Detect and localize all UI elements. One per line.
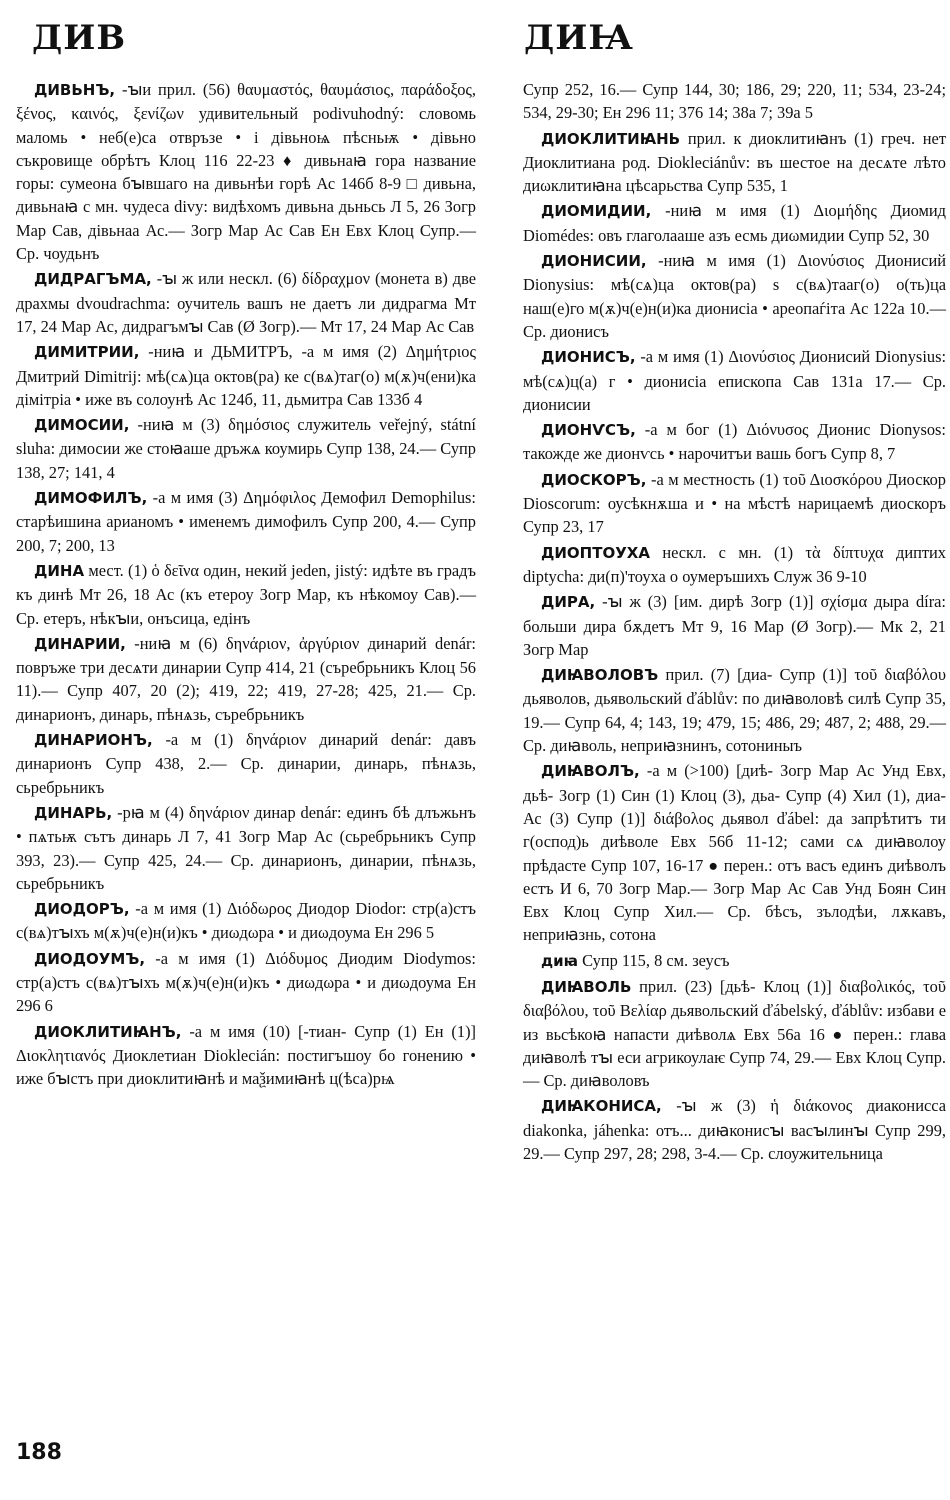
entry-body: -а м бог (1) Διόνυσος Дионис Dionysos: такожде же дионѵсь • нарочитъи вашь богъ Супр 8, 7 bbox=[523, 420, 946, 464]
entry-headword: ДИОДОРЪ, bbox=[34, 900, 130, 919]
dictionary-entry bbox=[16, 340, 476, 411]
entry-body: -ниꙗ м имя (1) Διονύσιος Дионисий Dionysius: мѣ(сѧ)ца октов(ра) ѕ с(вѧ)тааг(о) о(ть)ца наш(е)го м(ѫ)ч(е)н(и)ка дионисіа • ареопаѓіта Ас 122а 10.— Ср. дионисъ bbox=[523, 251, 946, 341]
right-column bbox=[523, 78, 946, 1167]
entry-headword: ДИОНИСИИ, bbox=[541, 252, 647, 271]
entry-headword: ДИꙖВОЛОВЪ bbox=[541, 666, 659, 685]
dictionary-entry bbox=[16, 486, 476, 557]
dictionary-entry bbox=[523, 541, 946, 589]
entry-headword: ДИОНѴСЪ, bbox=[541, 421, 636, 440]
dictionary-entry bbox=[523, 949, 946, 973]
entry-headword: ДИОПТОУХА bbox=[541, 543, 650, 562]
entry-body: -а м имя (1) Διόδωρος Диодор Diodor: стр(а)стъ с(вѧ)тꙑхъ м(ѫ)ч(е)н(и)къ • диωдωра • и диωдоума Ен 296 5 bbox=[16, 899, 476, 943]
running-head-left: ДИВ bbox=[32, 18, 127, 58]
entry-headword: ДИМОСИИ, bbox=[34, 416, 130, 435]
dictionary-entry bbox=[16, 632, 476, 726]
dictionary-entry bbox=[523, 345, 946, 416]
entry-headword: ДИОКЛИТИꙖНЪ, bbox=[34, 1022, 182, 1041]
running-head-right: ДИꙖ bbox=[524, 18, 634, 58]
dictionary-entry bbox=[523, 663, 946, 757]
entry-body: -ꙑ ж (3) ἡ διάκονος диаконисса diakonka, jáhenka: отъ... диꙗконисꙑ васꙑлинꙑ Супр 299, 29.— Супр 297, 28; 298, 3-4.— Ср. слоужительница bbox=[523, 1096, 946, 1164]
dictionary-entry bbox=[523, 468, 946, 539]
dictionary-entry bbox=[16, 947, 476, 1018]
dictionary-entry bbox=[16, 728, 476, 799]
entry-headword: ДИНАРИОНЪ, bbox=[34, 731, 153, 750]
dictionary-entry bbox=[523, 78, 946, 125]
entry-headword: ДИꙖВОЛЬ bbox=[541, 977, 632, 996]
dictionary-entry bbox=[523, 590, 946, 661]
entry-body: нескл. с мн. (1) τὰ δίπτυχα диптих diptycha: ди(п)'тоуха о оумеръшихъ Служ 36 9-10 bbox=[523, 542, 946, 586]
entry-body: -а м имя (1) Διονύσιος Дионисий Dionysius: мѣ(сѧ)ц(а) г • дионисіа епископа Сав 131а 17.— Ср. дионисии bbox=[523, 347, 946, 414]
entry-headword: ДИОНИСЪ, bbox=[541, 348, 636, 367]
entry-body: -ꙑи прил. (56) θαυμαστός, θαυμάσιος, παράδοξος, ξένος, καινός, ξενίζων удивительный podivuhodný: словомь маломь • неб(е)са отвръзе • і дівьноѩ пѣсньѭ • дівьно съкровище обрѣтъ Клоц 116 22-23 ♦ дивьнаꙗ гора название горы: сумеона бꙑвшаго на дивьнѣи горѣ Ас 146б 8-9 □ дивьна, дивьнаꙗ с мн. чудеса divy: видѣхомъ дивьна дьньсь Л 5, 26 Зогр Мар Сав, дівьнаа Ас.— Зогр Мар Ас Сав Ен Евх Клоц Супр.— Ср. чоудьнъ bbox=[16, 80, 476, 264]
entry-body: прил. (23) [дьѣ- Клоц (1)] διαβολικός, τοῦ διαβόλου, τοῦ Βελίαρ дьявольский ďábelský, ďáblův: избави е из вьсѣкоꙗ напасти диѣволѧ Евх 56а 16 ● перен.: глава диꙗволѣ тꙑ еси агрикоулаѥ Супр 74, 29.— Евх Клоц Супр.— Ср. диꙗволовъ bbox=[523, 976, 946, 1091]
dictionary-entry bbox=[16, 897, 476, 945]
dictionary-entry bbox=[523, 127, 946, 198]
dictionary-entry bbox=[523, 975, 946, 1092]
entry-headword: ДИНАРЬ, bbox=[34, 803, 113, 822]
dictionary-entry bbox=[523, 1094, 946, 1165]
entry-headword: ДИДРАГЪМА, bbox=[34, 270, 152, 289]
entry-headword: ДИМИТРИИ, bbox=[34, 343, 140, 362]
dictionary-entry bbox=[16, 267, 476, 338]
entry-body: -а м (1) δηνάριον динарий denár: давъ динарионъ Супр 438, 2.— Ср. динарии, динарь, пѣнѧзь, сьребрьникъ bbox=[16, 730, 476, 797]
entry-body: -а м имя (10) [-тиан- Супр (1) Ен (1)] Διοκλητιανός Диоклетиан Dioklecián: постигъшоу бо гонению • иже бꙑстъ при диоклитиꙗнѣ и маѯимиꙗнѣ ц(ѣса)рѩ bbox=[16, 1021, 476, 1089]
entry-body: -а м имя (3) Δημόφιλος Демофил Demophilus: старѣишина арианомъ • именемъ димофилъ Супр 200, 4.— Супр 200, 7; 200, 13 bbox=[16, 488, 476, 555]
page-number: 188 bbox=[16, 1440, 62, 1465]
entry-body: Супр 115, 8 см. зеусъ bbox=[578, 950, 730, 970]
entry-headword: ДИОКЛИТИꙖНЬ bbox=[541, 129, 681, 148]
entry-headword: ДИРА, bbox=[541, 593, 596, 612]
dictionary-entry bbox=[16, 559, 476, 630]
entry-body: прил. к диоклитиꙗнъ (1) греч. нет Диоклитиана род. Diokleciánův: въ шестое на десѧте лѣто диωклитиꙗна цѣсарьства Супр 535, 1 bbox=[523, 128, 946, 196]
dictionary-entry bbox=[523, 759, 946, 946]
entry-body: -ниꙗ и ДЬМИТРЪ, -а м имя (2) Δημήτριος Дмитрий Dimitrij: мѣ(сѧ)ца октов(ра) ке с(вѧ)таг(о) м(ѫ)ч(ени)ка дімітрiа • иже въ солоунѣ Ас 124б, 11, дьмитра Сав 133б 4 bbox=[16, 342, 476, 409]
entry-headword: ДИНАРИИ, bbox=[34, 634, 126, 653]
entry-headword: ДИМОФИЛЪ, bbox=[34, 489, 148, 508]
entry-body: -ниꙗ м (6) δηνάριον, ἀργύριον динарий denár: повръже три десѧти динарии Супр 414, 21 (съребрьникъ Клоц 56 11).— Супр 407, 20 (2); 419, 22; 419, 27-28; 425, 21.— Ср. динарионъ, динарь, пѣнѧзь, съребрьникъ bbox=[16, 633, 476, 724]
entry-headword: диꙗ bbox=[541, 951, 579, 970]
left-column bbox=[16, 78, 476, 1092]
entry-body: -а м имя (1) Διόδυμος Диодим Diodymos: стр(а)стъ с(вѧ)тꙑхъ м(ѫ)ч(е)н(и)къ • диωдωра • и диωдоума Ен 296 6 bbox=[16, 948, 476, 1016]
dictionary-entry bbox=[523, 249, 946, 343]
entry-headword: ДИꙖВОЛЪ, bbox=[541, 762, 640, 781]
entry-headword: ДИНА bbox=[34, 561, 85, 580]
entry-headword: ДИꙖКОНИСА, bbox=[541, 1097, 662, 1116]
entry-body: -а м (>100) [диѣ- Зогр Мар Ас Унд Евх, дьѣ- Зогр (1) Син (1) Клоц (3), дьа- Супр (4) Хил (1), диа- Ас (3) Супр (1)] διάβολος дьявол ďábel: да запрѣтитъ ти г(оспод)ь диѣволе Евх 56б 11-12; сами сѧ диꙗволоу прѣдасте Супр 107, 16-17 ● перен.: отъ васъ единъ диѣволъ естъ И 6, 70 Зогр Мар.— Зогр Мар Ас Сав Унд Боян Син Евх Клоц Супр Хил.— Ср. бѣсъ, зълодѣи, лѫкавъ, неприꙗзнь, сотона bbox=[523, 761, 946, 945]
entry-headword: ДИВЬНЪ, bbox=[34, 81, 116, 99]
entry-body: Супр 252, 16.— Супр 144, 30; 186, 29; 220, 11; 534, 23-24; 534, 29-30; Ен 296 11; 376 14; 38а 7; 39а 5 bbox=[523, 80, 946, 123]
dictionary-entry bbox=[16, 78, 476, 265]
entry-headword: ДИОМИДИИ, bbox=[541, 202, 652, 221]
entry-headword: ДИОСКОРЪ, bbox=[541, 470, 647, 489]
entry-body: -рꙗ м (4) δηνάριον динар denár: единъ бѣ длъжьнъ • пѧтьѭ сътъ динарь Л 7, 41 Зогр Мар Ас (сьребрьникъ Супр 393, 23).— Супр 425, 24.— Ср. динарионъ, динарии, пѣнѧзь, сьребрьникъ bbox=[16, 802, 476, 893]
entry-body: -ниꙗ м имя (1) Διομήδης Диомид Diomédes: овъ глаголааше азъ есмь диωмидии Супр 52, 30 bbox=[523, 201, 946, 245]
entry-body: прил. (7) [диа- Супр (1)] τοῦ διαβόλου дьяволов, дьявольский ďáblův: по диꙗволовѣ силѣ Супр 35, 19.— Супр 64, 4; 143, 19; 479, 15; 486, 29; 487, 2; 488, 29.— Ср. диꙗволь, неприꙗзнинъ, сотониныъ bbox=[523, 665, 946, 756]
dictionary-entry bbox=[523, 418, 946, 466]
entry-body: -а м местность (1) τοῦ Διοσκόρου Диоскор Dioscorum: оусѣкнѫша и • на мѣстѣ нарицаемѣ диоскоръ Супр 23, 17 bbox=[523, 469, 946, 537]
entry-body: -ниꙗ м (3) δημόσιος служитель veřejný, státní sluha: димосии же стоꙗаше дръжѧ коумирь Супр 138, 24.— Супр 138, 27; 141, 4 bbox=[16, 415, 476, 482]
dictionary-entry bbox=[16, 801, 476, 895]
entry-headword: ДИОДОУМЪ, bbox=[34, 949, 146, 968]
entry-body: -ꙑ ж (3) [им. дирѣ Зогр (1)] σχίσμα дыра díra: больши дира бѫдетъ Мт 9, 16 Мар (Ø Зогр).— Мк 2, 21 Зогр Мар bbox=[523, 592, 946, 659]
entry-body: -ꙑ ж или нескл. (6) δίδραχμον (монета в) две драхмы dvoudrachma: оучитель вашъ не даетъ ли дидрагма Мт 17, 24 Мар Ас, дидрагъмꙑ Сав (Ø Зогр).— Мт 17, 24 Мар Ас Сав bbox=[16, 269, 476, 336]
dictionary-entry bbox=[16, 413, 476, 484]
dictionary-entry bbox=[523, 199, 946, 247]
entry-body: мест. (1) ὁ δεῖνα один, некий jeden, jistý: идѣте въ градъ къ динѣ Мт 26, 18 Ас (къ етероу Зогр Мар, къ нѣкомоу Сав).— Ср. етеръ, нѣкꙑи, онъсица, едінъ bbox=[16, 560, 476, 628]
dictionary-entry bbox=[16, 1020, 476, 1091]
